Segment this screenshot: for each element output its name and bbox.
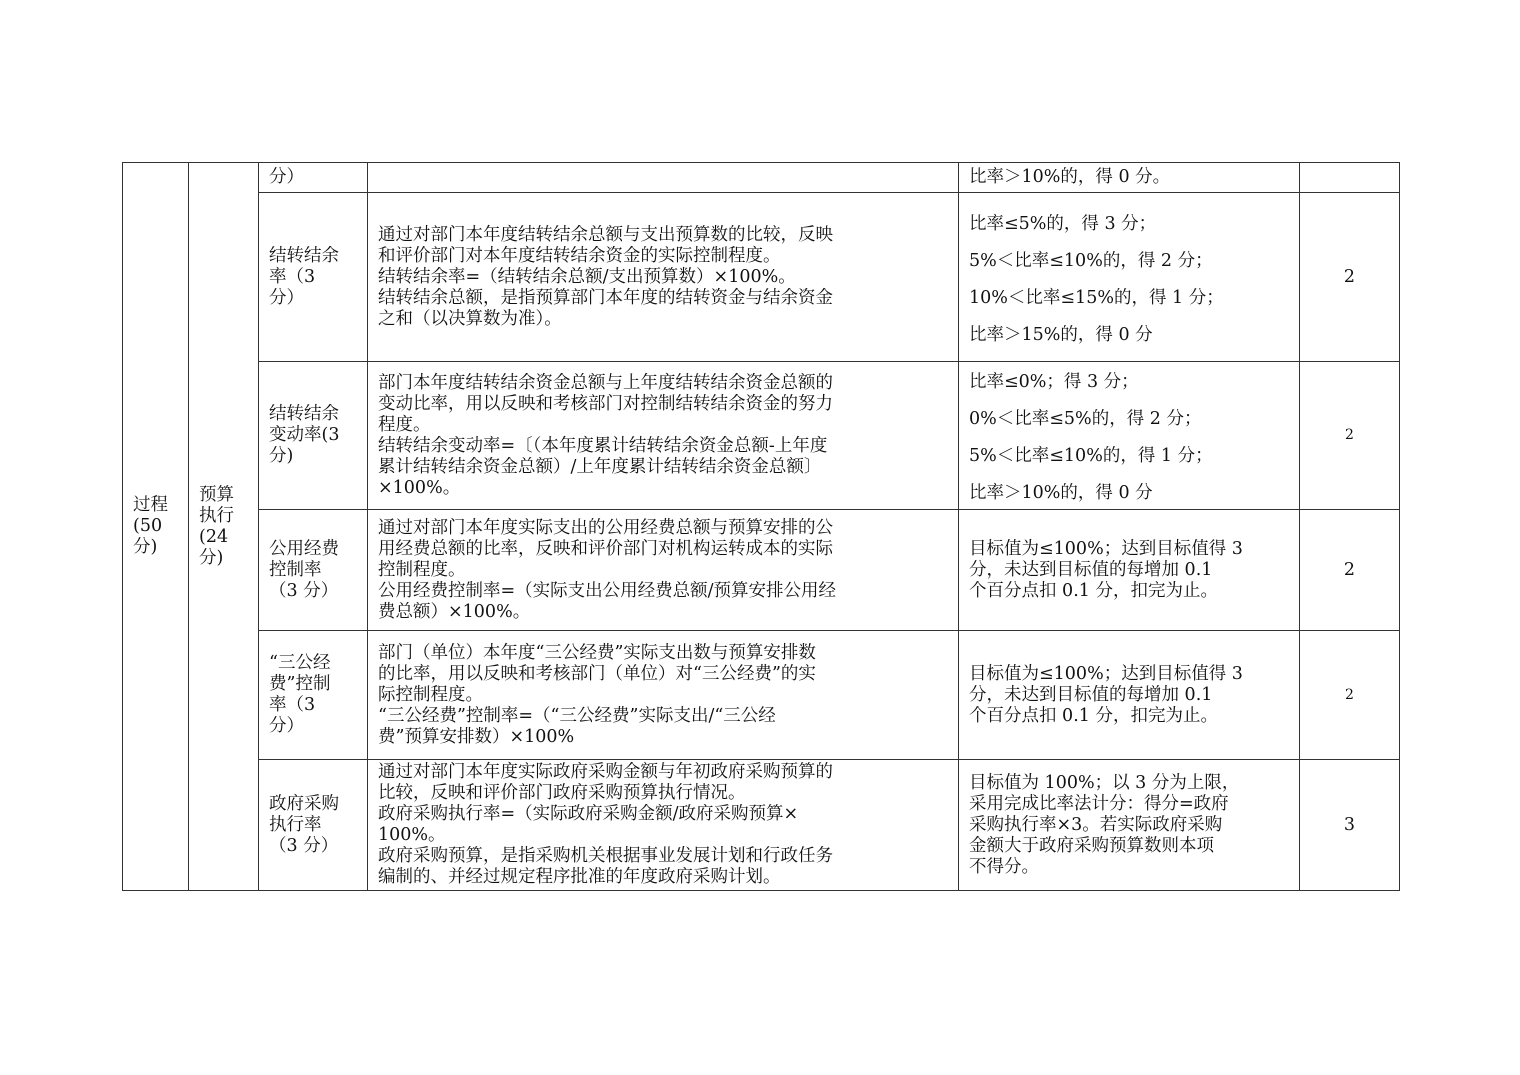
indicator-cell: “三公经 费”控制 率（3 分）	[259, 631, 368, 760]
criteria-cell: 比率≤5%的，得 3 分； 5%＜比率≤10%的，得 2 分； 10%＜比率≤15%的，得 1 分； 比率＞15%的，得 0 分	[959, 193, 1300, 362]
indicator-cell: 分）	[259, 163, 368, 193]
indicator-cell: 结转结余 率（3 分）	[259, 193, 368, 362]
table-row	[123, 163, 1400, 193]
score-cell: 2	[1300, 510, 1400, 631]
description-cell	[368, 163, 959, 193]
score-cell: 2	[1300, 631, 1400, 760]
criteria-cell: 比率＞10%的，得 0 分。	[959, 163, 1300, 193]
table-row	[123, 362, 1400, 510]
description-cell: 通过对部门本年度实际支出的公用经费总额与预算安排的公 用经费总额的比率，反映和评价部门对机构运转成本的实际 控制程度。 公用经费控制率=（实际支出公用经费总额/预算安排公用经 费总额）×100%。	[368, 510, 959, 631]
score-cell: 3	[1300, 760, 1400, 891]
table-row	[123, 193, 1400, 362]
table-row	[123, 760, 1400, 891]
description-cell: 通过对部门本年度结转结余总额与支出预算数的比较，反映 和评价部门对本年度结转结余资金的实际控制程度。 结转结余率=（结转结余总额/支出预算数）×100%。 结转结余总额，是指预算部门本年度的结转资金与结余资金 之和（以决算数为准）。	[368, 193, 959, 362]
table-row	[123, 510, 1400, 631]
score-cell	[1300, 163, 1400, 193]
criteria-cell: 目标值为≤100%；达到目标值得 3 分，未达到目标值的每增加 0.1 个百分点扣 0.1 分，扣完为止。	[959, 631, 1300, 760]
indicator-cell: 结转结余 变动率(3 分)	[259, 362, 368, 510]
evaluation-table	[122, 162, 1400, 891]
score-cell: 2	[1300, 362, 1400, 510]
description-cell: 部门（单位）本年度“三公经费”实际支出数与预算安排数 的比率，用以反映和考核部门（单位）对“三公经费”的实 际控制程度。 “三公经费”控制率=（“三公经费”实际支出/“三公经 费”预算安排数）×100%	[368, 631, 959, 760]
subcategory-cell: 预算 执行 (24 分)	[189, 163, 259, 891]
criteria-cell: 目标值为 100%；以 3 分为上限， 采用完成比率法计分：得分=政府 采购执行率×3。若实际政府采购 金额大于政府采购预算数则本项 不得分。	[959, 760, 1300, 891]
description-cell: 通过对部门本年度实际政府采购金额与年初政府采购预算的 比较，反映和评价部门政府采购预算执行情况。 政府采购执行率=（实际政府采购金额/政府采购预算× 100%。 政府采购预算，是指采购机关根据事业发展计划和行政任务 编制的、并经过规定程序批准的年度政府采购计划。	[368, 760, 959, 891]
table-row	[123, 631, 1400, 760]
criteria-cell: 目标值为≤100%；达到目标值得 3 分，未达到目标值的每增加 0.1 个百分点扣 0.1 分，扣完为止。	[959, 510, 1300, 631]
indicator-cell: 公用经费 控制率 （3 分）	[259, 510, 368, 631]
score-cell: 2	[1300, 193, 1400, 362]
indicator-cell: 政府采购 执行率 （3 分）	[259, 760, 368, 891]
description-cell: 部门本年度结转结余资金总额与上年度结转结余资金总额的 变动比率，用以反映和考核部门对控制结转结余资金的努力 程度。 结转结余变动率=〔（本年度累计结转结余资金总额-上年度 累计结转结余资金总额）/上年度累计结转结余资金总额〕 ×100%。	[368, 362, 959, 510]
category-cell: 过程 (50 分)	[123, 163, 189, 891]
criteria-cell: 比率≤0%；得 3 分； 0%＜比率≤5%的，得 2 分； 5%＜比率≤10%的，得 1 分； 比率＞10%的，得 0 分	[959, 362, 1300, 510]
